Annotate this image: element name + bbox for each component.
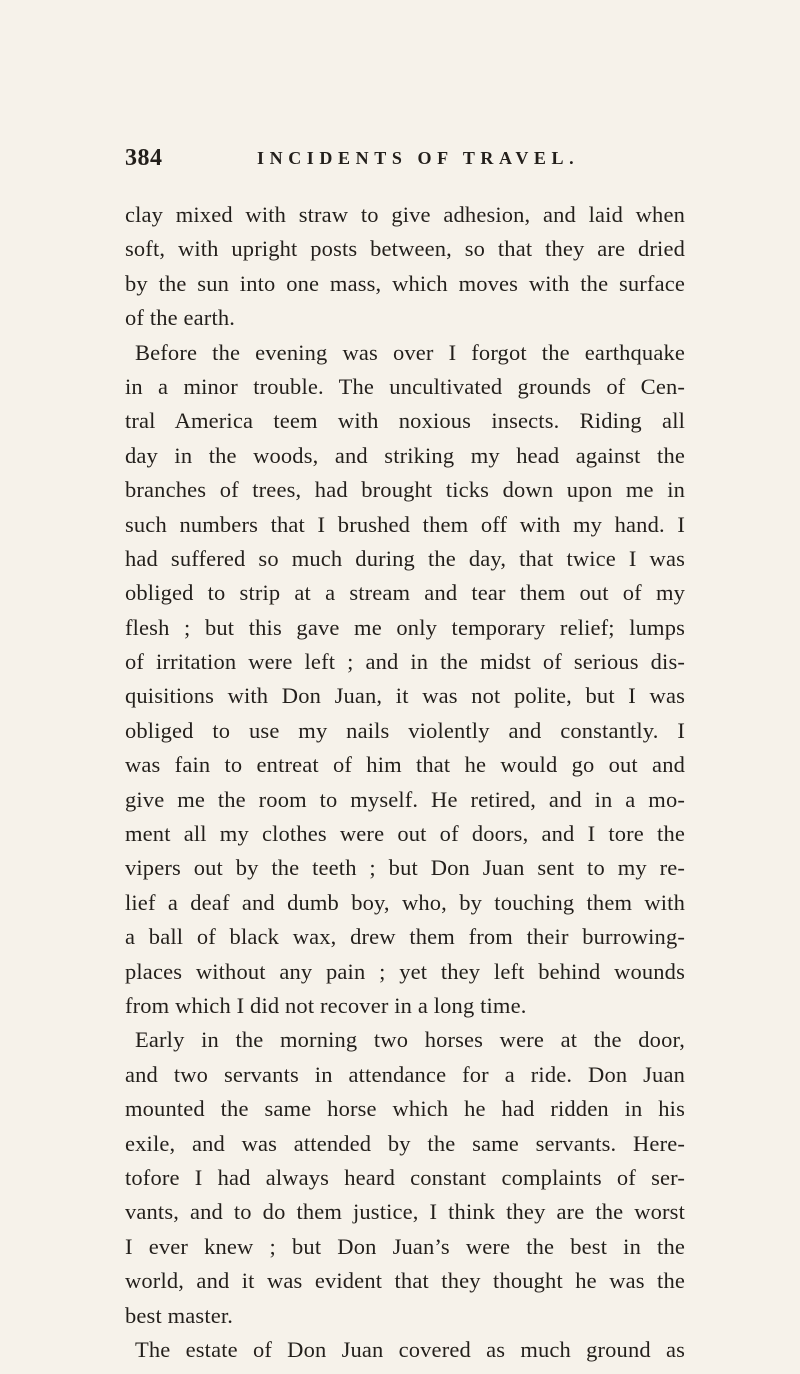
text-line: tral America teem with noxious insects. Riding all — [125, 408, 685, 434]
text-line: vipers out by the teeth ; but Don Juan sent to my re- — [125, 855, 685, 881]
text-line: and two servants in attendance for a ride. Don Juan — [125, 1061, 685, 1087]
text-line: flesh ; but this gave me only temporary relief; lumps — [125, 614, 685, 640]
text-line: day in the woods, and striking my head against the — [125, 442, 685, 468]
text-line: ment all my clothes were out of doors, and I tore the — [125, 821, 685, 847]
text-line: in a minor trouble. The uncultivated grounds of Cen- — [125, 373, 685, 399]
text-line: places without any pain ; yet they left behind wounds — [125, 958, 685, 984]
text-line: I ever knew ; but Don Juan’s were the best in the — [125, 1233, 685, 1259]
text-line: give me the room to myself. He retired, and in a mo- — [125, 786, 685, 812]
text-line: Before the evening was over I forgot the earthquake — [135, 339, 685, 365]
body-text — [125, 198, 685, 1367]
text-line: world, and it was evident that they thought he was the — [125, 1268, 685, 1294]
text-line: of the earth. — [125, 305, 236, 331]
text-line: tofore I had always heard constant complaints of ser- — [125, 1164, 685, 1190]
text-line: clay mixed with straw to give adhesion, and laid when — [125, 202, 685, 227]
text-line: branches of trees, had brought ticks down upon me in — [125, 477, 685, 503]
text-line: by the sun into one mass, which moves with the surface — [125, 270, 685, 296]
running-title: INCIDENTS OF TRAVEL. — [257, 148, 580, 168]
text-line: was fain to entreat of him that he would go out and — [125, 752, 685, 778]
text-line: soft, with upright posts between, so that they are dried — [125, 236, 685, 262]
text-line: of irritation were left ; and in the midst of serious dis- — [125, 649, 685, 675]
text-line: Early in the morning two horses were at the door, — [135, 1027, 685, 1053]
text-line: a ball of black wax, drew them from their burrowing- — [125, 924, 685, 950]
text-line: vants, and to do them justice, I think they are the worst — [125, 1199, 685, 1225]
text-line: from which I did not recover in a long time. — [125, 992, 527, 1018]
text-line: such numbers that I brushed them off with my hand. I — [125, 511, 685, 537]
text-line: best master. — [125, 1302, 234, 1328]
text-line: obliged to strip at a stream and tear them out of my — [125, 580, 685, 606]
page-number: 384 — [125, 145, 163, 171]
text-line: obliged to use my nails violently and constantly. I — [125, 717, 685, 743]
text-line: had suffered so much during the day, that twice I was — [125, 545, 685, 571]
page-header — [125, 145, 685, 175]
text-line: exile, and was attended by the same servants. Here- — [125, 1130, 685, 1156]
text-line: The estate of Don Juan covered as much ground as — [135, 1336, 685, 1362]
text-line: lief a deaf and dumb boy, who, by touching them with — [125, 889, 685, 915]
text-line: mounted the same horse which he had ridden in his — [125, 1096, 685, 1122]
text-line: quisitions with Don Juan, it was not polite, but I was — [125, 683, 685, 709]
